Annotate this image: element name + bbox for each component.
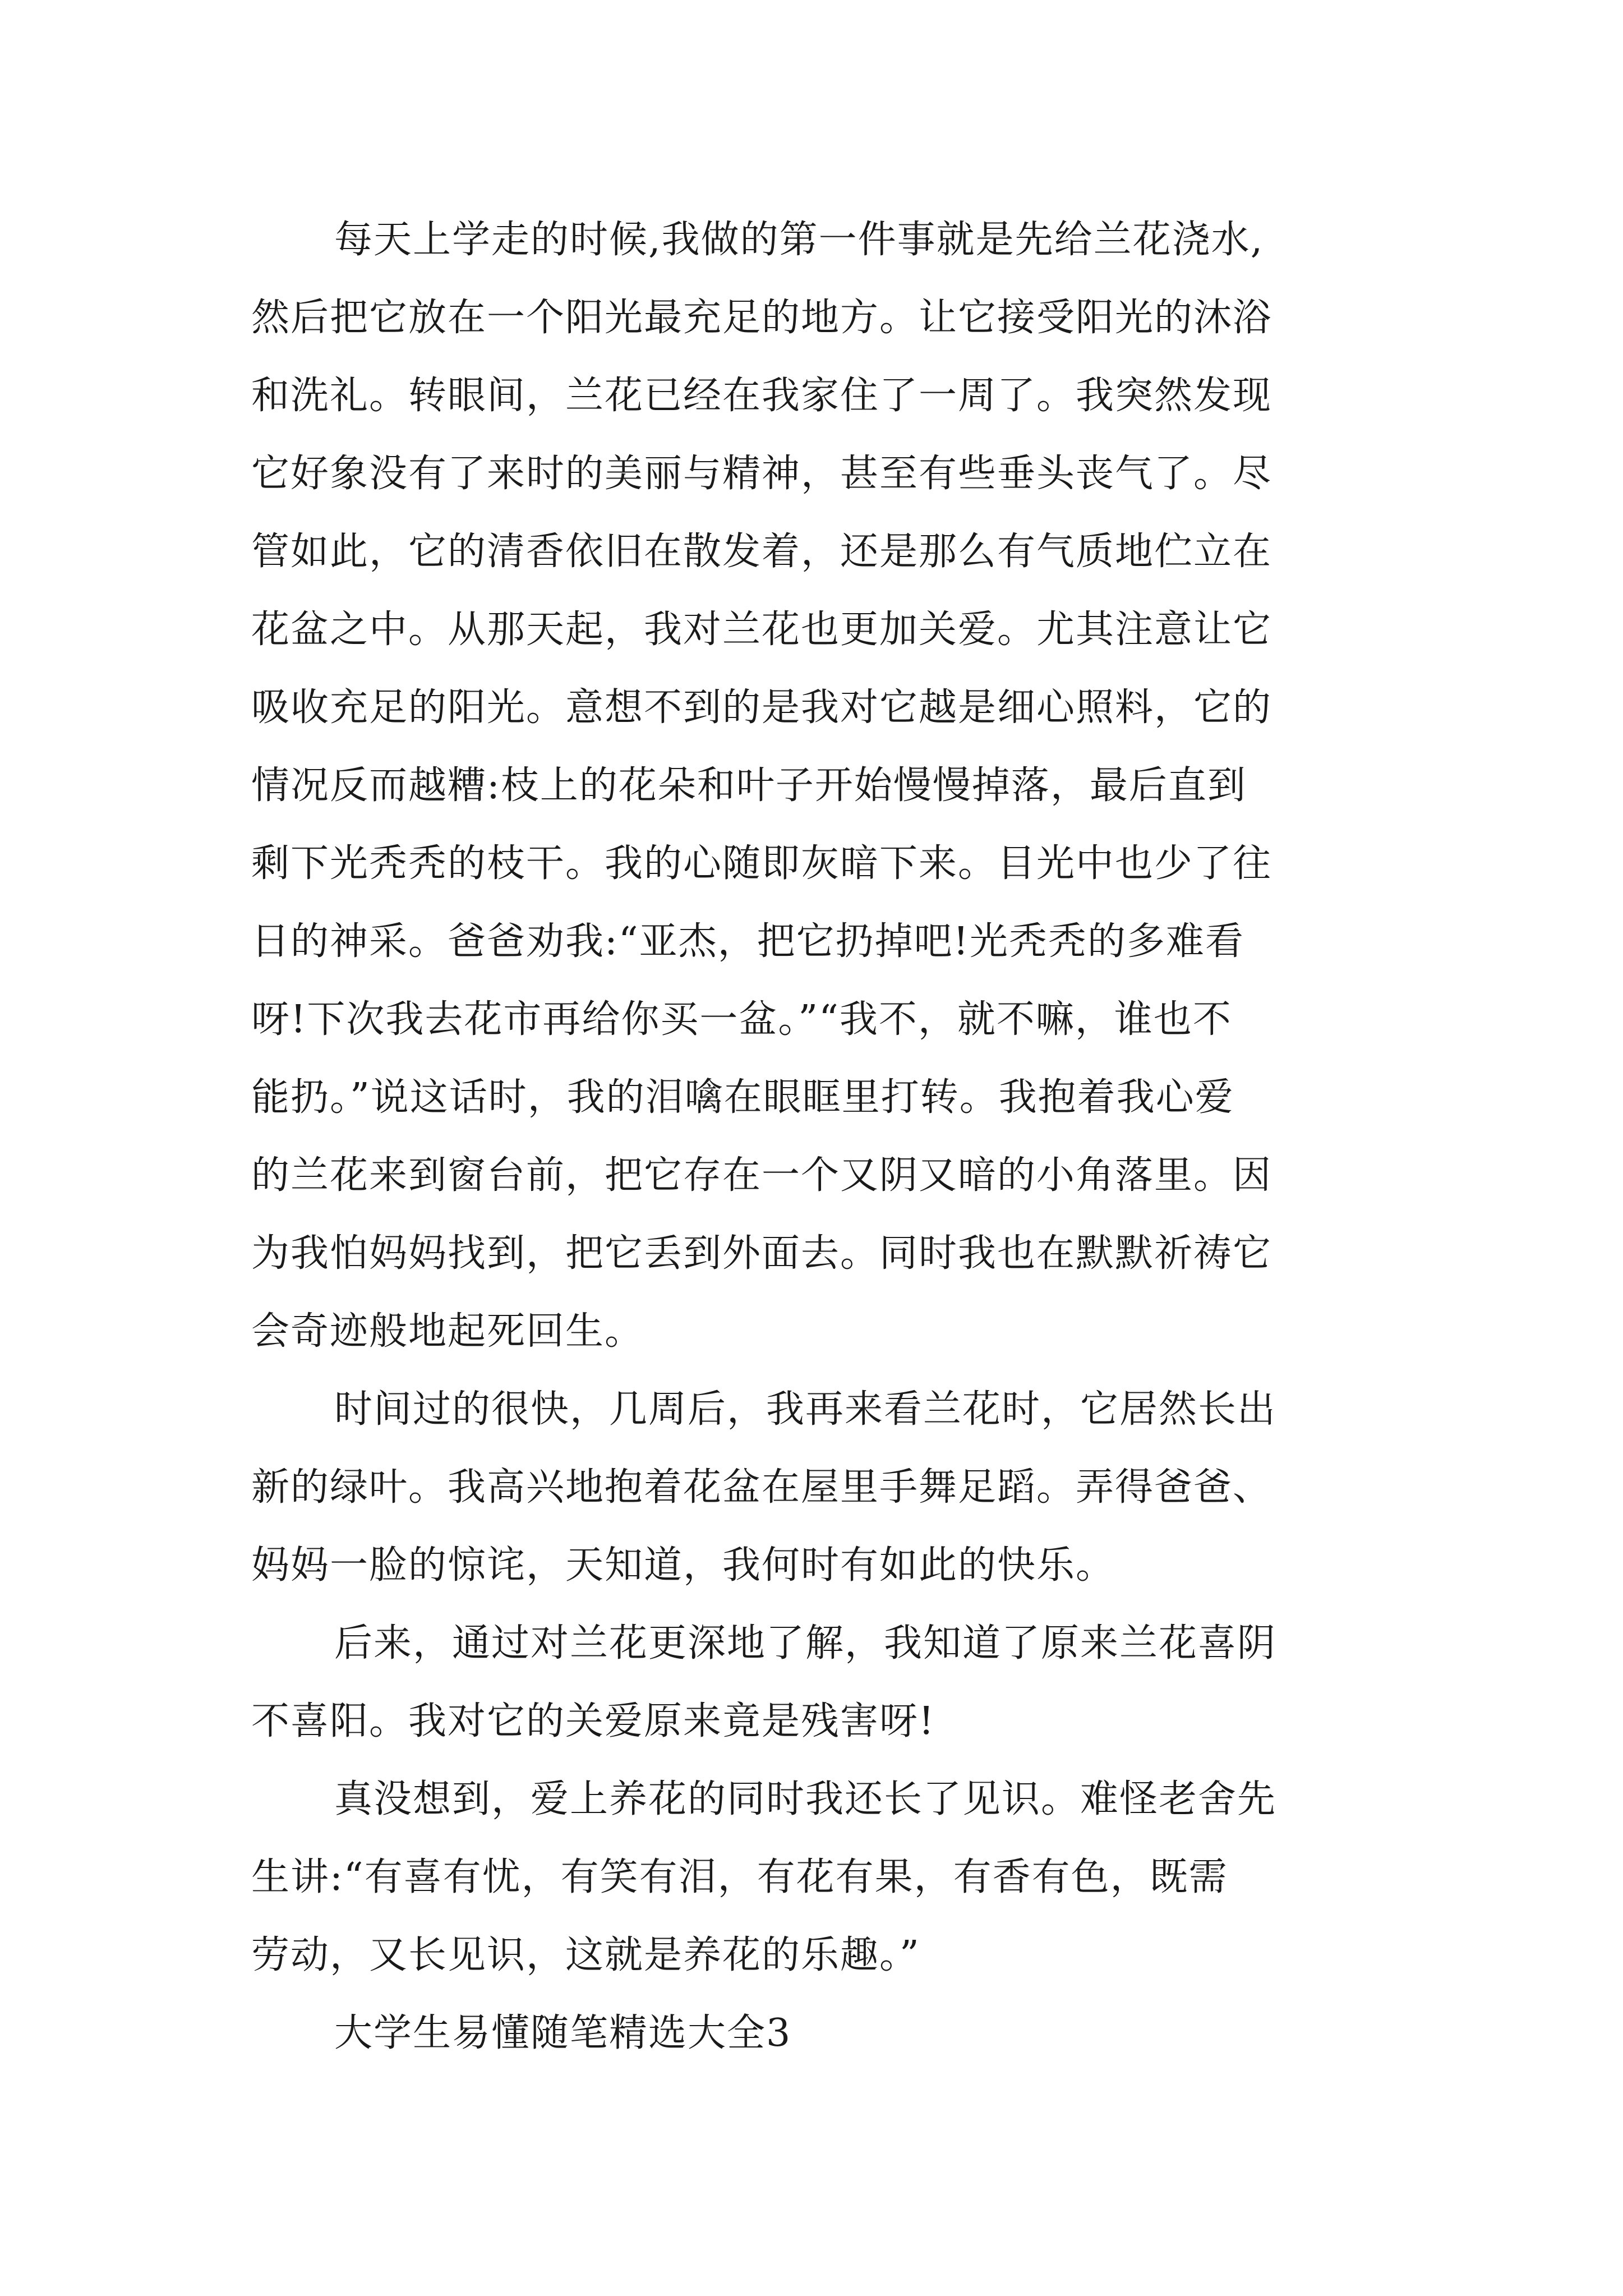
text-line: 和洗礼。转眼间，兰花已经在我家住了一周了。我突然发现 [251, 374, 1272, 418]
text-line: 花盆之中。从那天起，我对兰花也更加关爱。尤其注意让它 [251, 608, 1272, 652]
text-line: 妈妈一脸的惊诧，天知道，我何时有如此的快乐。 [251, 1543, 1115, 1588]
text-line: 的兰花来到窗台前，把它存在一个又阴又暗的小角落里。因 [251, 1153, 1272, 1198]
text-line: 后来，通过对兰花更深地了解，我知道了原来兰花喜阴 [334, 1621, 1277, 1665]
text-line: 生讲:“有喜有忧，有笑有泪，有花有果，有香有色，既需 [251, 1855, 1228, 1899]
text-line: 日的神采。爸爸劝我:“亚杰，把它扔掉吧!光秃秃的多难看 [251, 919, 1245, 964]
text-line: 吸收充足的阳光。意想不到的是我对它越是细心照料，它的 [251, 685, 1272, 730]
text-line: 能扔。”说这话时，我的泪噙在眼眶里打转。我抱着我心爱 [251, 1075, 1234, 1120]
text-line: 剩下光秃秃的枝干。我的心随即灰暗下来。目光中也少了往 [251, 841, 1272, 886]
text-line: 时间过的很快，几周后，我再来看兰花时，它居然长出 [334, 1387, 1277, 1432]
text-line: 新的绿叶。我高兴地抱着花盆在屋里手舞足蹈。弄得爸爸、 [251, 1465, 1272, 1510]
text-line: 会奇迹般地起死回生。 [251, 1309, 644, 1354]
text-line: 然后把它放在一个阳光最充足的地方。让它接受阳光的沐浴 [251, 296, 1272, 340]
text-line: 它好象没有了来时的美丽与精神，甚至有些垂头丧气了。尽 [251, 452, 1272, 496]
text-line: 劳动，又长见识，这就是养花的乐趣。” [251, 1933, 920, 1977]
text-line: 不喜阳。我对它的关爱原来竟是残害呀! [251, 1699, 935, 1743]
text-line: 管如此，它的清香依旧在散发着，还是那么有气质地伫立在 [251, 530, 1272, 574]
text-line: 为我怕妈妈找到，把它丢到外面去。同时我也在默默祈祷它 [251, 1231, 1272, 1276]
document-body [251, 201, 1384, 2072]
text-line: 每天上学走的时候,我做的第一件事就是先给兰花浇水, [334, 218, 1264, 262]
text-line: 呀!下次我去花市再给你买一盆。”“我不，就不嘛，谁也不 [251, 997, 1232, 1042]
text-line: 真没想到，爱上养花的同时我还长了见识。难怪老舍先 [334, 1777, 1277, 1821]
section-heading: 大学生易懂随笔精选大全3 [334, 2011, 792, 2055]
text-line: 情况反而越糟:枝上的花朵和叶子开始慢慢掉落，最后直到 [251, 763, 1247, 808]
